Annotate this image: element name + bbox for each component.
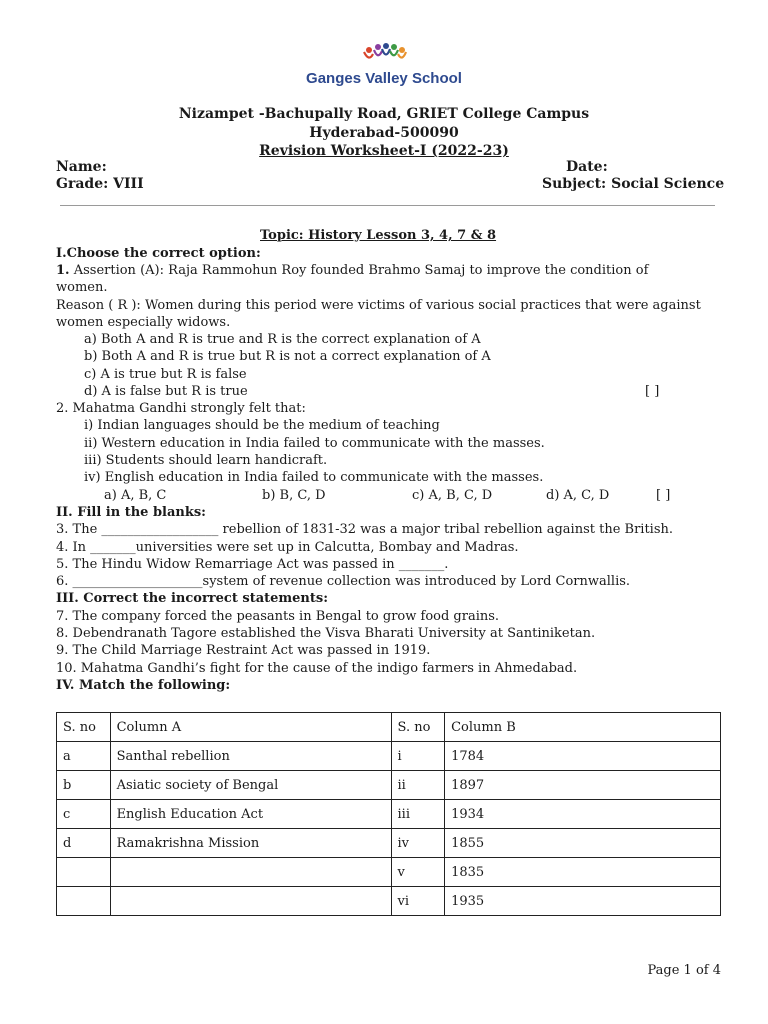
table-cell bbox=[57, 887, 111, 916]
table-cell: iv bbox=[391, 829, 445, 858]
header-sno-a: S. no bbox=[57, 713, 111, 742]
table-cell: c bbox=[57, 800, 111, 829]
table-cell bbox=[57, 858, 111, 887]
question-1-reason: Reason ( R ): Women during this period were victims of various social practices that were against bbox=[56, 298, 701, 313]
q2-statement-2: ii) Western education in India failed to communicate with the masses. bbox=[84, 436, 545, 451]
table-row bbox=[57, 887, 721, 916]
question-1-line-2: women. bbox=[56, 280, 108, 295]
q2-option-b: b) B, C, D bbox=[262, 488, 326, 503]
question-2-stem: 2. Mahatma Gandhi strongly felt that: bbox=[56, 401, 306, 416]
table-cell: iii bbox=[391, 800, 445, 829]
table-cell: i bbox=[391, 742, 445, 771]
table-row bbox=[57, 771, 721, 800]
table-cell: ii bbox=[391, 771, 445, 800]
table-cell: 1835 bbox=[445, 858, 721, 887]
table-cell: b bbox=[57, 771, 111, 800]
q1-option-d: d) A is false but R is true bbox=[84, 384, 248, 399]
table-row bbox=[57, 800, 721, 829]
q2-statement-1: i) Indian languages should be the medium of teaching bbox=[84, 418, 440, 433]
topic-heading: Topic: History Lesson 3, 4, 7 & 8 bbox=[260, 228, 497, 243]
table-row bbox=[57, 858, 721, 887]
match-table bbox=[56, 712, 721, 916]
question-1-number: 1. bbox=[56, 263, 70, 278]
question-1-line-4: women especially widows. bbox=[56, 315, 231, 330]
page-number: Page 1 of 4 bbox=[647, 963, 721, 978]
table-cell: Ramakrishna Mission bbox=[110, 829, 391, 858]
section-1-title: I.Choose the correct option: bbox=[56, 246, 261, 261]
table-cell: Santhal rebellion bbox=[110, 742, 391, 771]
table-cell: a bbox=[57, 742, 111, 771]
school-logo-icon bbox=[358, 42, 412, 70]
q2-option-c: c) A, B, C, D bbox=[412, 488, 493, 503]
q2-answer-bracket: [ ] bbox=[656, 488, 671, 503]
table-cell: 1935 bbox=[445, 887, 721, 916]
statement-7: 7. The company forced the peasants in Bengal to grow food grains. bbox=[56, 609, 500, 624]
header-column-a: Column A bbox=[110, 713, 391, 742]
table-cell bbox=[110, 887, 391, 916]
address-line-1: Nizampet -Bachupally Road, GRIET College Campus bbox=[178, 106, 590, 122]
section-2-title: II. Fill in the blanks: bbox=[56, 505, 206, 520]
q2-statement-3: iii) Students should learn handicraft. bbox=[84, 453, 328, 468]
q2-statement-4: iv) English education in India failed to communicate with the masses. bbox=[84, 470, 544, 485]
header-divider bbox=[60, 205, 715, 206]
table-cell: vi bbox=[391, 887, 445, 916]
table-cell bbox=[110, 858, 391, 887]
table-row bbox=[57, 829, 721, 858]
table-cell: 1897 bbox=[445, 771, 721, 800]
worksheet-title: Revision Worksheet-I (2022-23) bbox=[259, 143, 509, 159]
statement-10: 10. Mahatma Gandhi’s fight for the cause of the indigo farmers in Ahmedabad. bbox=[56, 661, 578, 676]
table-cell: 1784 bbox=[445, 742, 721, 771]
fill-blank-3: 3. The __________________ rebellion of 1831-32 was a major tribal rebellion against the British. bbox=[56, 522, 674, 537]
table-cell: Asiatic society of Bengal bbox=[110, 771, 391, 800]
fill-blank-4: 4. In _______universities were set up in Calcutta, Bombay and Madras. bbox=[56, 540, 519, 555]
fill-blank-5: 5. The Hindu Widow Remarriage Act was passed in _______. bbox=[56, 557, 449, 572]
table-cell: v bbox=[391, 858, 445, 887]
q1-option-a: a) Both A and R is true and R is the correct explanation of A bbox=[84, 332, 481, 347]
table-row bbox=[57, 742, 721, 771]
header-column-b: Column B bbox=[445, 713, 721, 742]
name-label: Name: bbox=[56, 159, 107, 175]
statement-9: 9. The Child Marriage Restraint Act was passed in 1919. bbox=[56, 643, 431, 658]
question-1-assertion: Assertion (A): Raja Rammohun Roy founded Brahmo Samaj to improve the condition of bbox=[69, 263, 649, 278]
grade-label: Grade: VIII bbox=[56, 176, 144, 192]
table-cell: d bbox=[57, 829, 111, 858]
section-4-title: IV. Match the following: bbox=[56, 678, 231, 693]
q1-option-c: c) A is true but R is false bbox=[84, 367, 247, 382]
fill-blank-6: 6. ____________________system of revenue collection was introduced by Lord Cornwallis. bbox=[56, 574, 631, 589]
table-cell: English Education Act bbox=[110, 800, 391, 829]
table-cell: 1855 bbox=[445, 829, 721, 858]
address-line-2: Hyderabad-500090 bbox=[309, 125, 459, 141]
q1-option-b: b) Both A and R is true but R is not a correct explanation of A bbox=[84, 349, 491, 364]
school-name: Ganges Valley School bbox=[306, 70, 462, 87]
header-sno-b: S. no bbox=[391, 713, 445, 742]
section-3-title: III. Correct the incorrect statements: bbox=[56, 591, 328, 606]
q2-option-a: a) A, B, C bbox=[104, 488, 167, 503]
table-header-row bbox=[57, 713, 721, 742]
table-cell: 1934 bbox=[445, 800, 721, 829]
question-1-line-1 bbox=[56, 262, 648, 279]
date-label: Date: bbox=[566, 159, 608, 175]
subject-label: Subject: Social Science bbox=[542, 176, 725, 192]
q1-answer-bracket: [ ] bbox=[645, 384, 660, 399]
q2-option-d: d) A, C, D bbox=[546, 488, 610, 503]
statement-8: 8. Debendranath Tagore established the Visva Bharati University at Santiniketan. bbox=[56, 626, 596, 641]
